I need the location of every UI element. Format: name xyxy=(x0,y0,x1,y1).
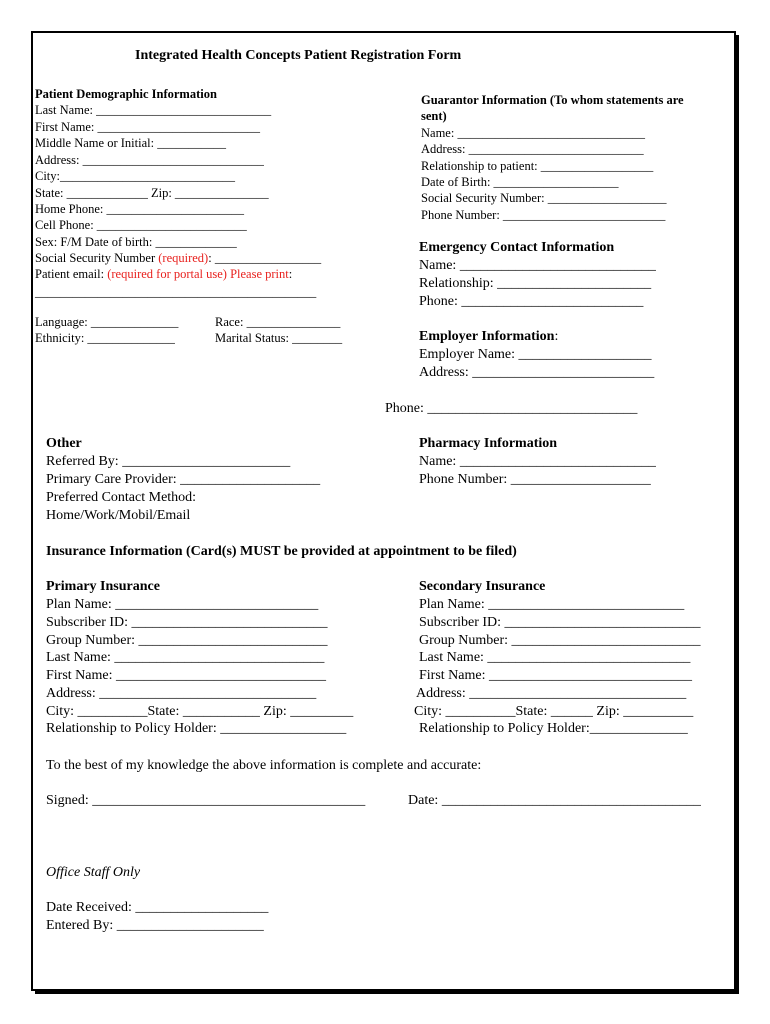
secondary-relationship-field: Relationship to Policy Holder:______________ xyxy=(419,721,688,736)
ssn-label: Social Security Number xyxy=(35,251,159,265)
primary-group-number-field: Group Number: ___________________________ xyxy=(46,633,328,648)
contact-method-options: Home/Work/Mobil/Email xyxy=(46,508,191,523)
email-colon: : xyxy=(288,267,293,281)
primary-address-field: Address: _______________________________ xyxy=(46,686,317,701)
middle-name-field: Middle Name or Initial: ___________ xyxy=(35,136,226,150)
employer-name-field: Employer Name: ___________________ xyxy=(419,347,652,362)
last-name-field: Last Name: ____________________________ xyxy=(35,103,272,117)
primary-relationship-field: Relationship to Policy Holder: __________________ xyxy=(46,721,347,736)
other-heading: Other xyxy=(46,436,82,451)
employer-address-field: Address: __________________________ xyxy=(419,365,655,380)
pcp-field: Primary Care Provider: ____________________ xyxy=(46,472,321,487)
secondary-last-name-field: Last Name: _____________________________ xyxy=(419,650,691,665)
patient-heading: Patient Demographic Information xyxy=(35,87,217,101)
employer-heading xyxy=(419,330,558,344)
first-name-field: First Name: __________________________ xyxy=(35,120,260,134)
employer-heading-label: Employer Information xyxy=(419,329,555,344)
employer-heading-colon: : xyxy=(554,329,559,344)
email-required-note: (required for portal use) Please print xyxy=(107,267,289,281)
pharmacy-phone-field: Phone Number: ____________________ xyxy=(419,472,651,487)
secondary-group-number-field: Group Number: ___________________________ xyxy=(419,633,701,648)
primary-first-name-field: First Name: ______________________________ xyxy=(46,668,326,683)
address-field: Address: _____________________________ xyxy=(35,153,264,167)
emergency-heading: Emergency Contact Information xyxy=(419,240,615,255)
ssn-required-note: (required) xyxy=(158,251,209,265)
guarantor-heading-cont: sent) xyxy=(421,109,447,123)
insurance-heading: Insurance Information (Card(s) MUST be provided at appointment to be filed) xyxy=(46,544,517,559)
pharmacy-name-field: Name: ____________________________ xyxy=(419,454,656,469)
pharmacy-heading: Pharmacy Information xyxy=(419,436,558,451)
guarantor-ssn-field: Social Security Number: ___________________ xyxy=(421,191,667,205)
secondary-first-name-field: First Name: _____________________________ xyxy=(419,668,692,683)
signature-date-field: Date: _____________________________________ xyxy=(408,793,701,808)
guarantor-phone-field: Phone Number: __________________________ xyxy=(421,208,666,222)
emergency-name-field: Name: ____________________________ xyxy=(419,258,656,273)
secondary-subscriber-id-field: Subscriber ID: ____________________________ xyxy=(419,615,701,630)
primary-subscriber-id-field: Subscriber ID: ____________________________ xyxy=(46,615,328,630)
referred-by-field: Referred By: ________________________ xyxy=(46,454,291,469)
attestation-statement: To the best of my knowledge the above information is complete and accurate: xyxy=(46,758,482,773)
race-field: Race: _______________ xyxy=(215,315,341,329)
ethnicity-field: Ethnicity: ______________ xyxy=(35,331,175,345)
office-staff-heading: Office Staff Only xyxy=(46,865,141,880)
entered-by-field: Entered By: _____________________ xyxy=(46,918,264,933)
emergency-phone-field: Phone: __________________________ xyxy=(419,294,644,309)
ssn-line: : _________________ xyxy=(208,251,322,265)
email-field xyxy=(35,268,292,281)
primary-insurance-heading: Primary Insurance xyxy=(46,579,160,594)
cell-phone-field: Cell Phone: ________________________ xyxy=(35,218,247,232)
guarantor-heading: Guarantor Information (To whom statements are xyxy=(421,93,684,107)
date-received-field: Date Received: ___________________ xyxy=(46,900,269,915)
home-phone-field: Home Phone: ______________________ xyxy=(35,202,245,216)
guarantor-dob-field: Date of Birth: ____________________ xyxy=(421,175,619,189)
contact-method-label: Preferred Contact Method: xyxy=(46,490,197,505)
language-field: Language: ______________ xyxy=(35,315,179,329)
primary-plan-name-field: Plan Name: _____________________________ xyxy=(46,597,319,612)
guarantor-relationship-field: Relationship to patient: __________________ xyxy=(421,159,654,173)
primary-city-state-zip-field: City: __________State: ___________ Zip: _________ xyxy=(46,704,354,719)
guarantor-address-field: Address: ____________________________ xyxy=(421,142,644,156)
secondary-insurance-heading: Secondary Insurance xyxy=(419,579,546,594)
email-line: _____________________________________________ xyxy=(35,285,317,299)
sex-dob-field: Sex: F/M Date of birth: _____________ xyxy=(35,235,237,249)
secondary-plan-name-field: Plan Name: ____________________________ xyxy=(419,597,685,612)
form-title: Integrated Health Concepts Patient Registration Form xyxy=(135,48,462,63)
emergency-relationship-field: Relationship: ______________________ xyxy=(419,276,652,291)
city-field: City:____________________________ xyxy=(35,169,236,183)
ssn-field xyxy=(35,252,321,265)
marital-status-field: Marital Status: ________ xyxy=(215,331,343,345)
signature-field: Signed: _______________________________________ xyxy=(46,793,366,808)
secondary-address-field: Address: _______________________________ xyxy=(416,686,687,701)
primary-last-name-field: Last Name: ______________________________ xyxy=(46,650,325,665)
employer-phone-field: Phone: ______________________________ xyxy=(385,401,638,416)
guarantor-name-field: Name: ______________________________ xyxy=(421,126,645,140)
secondary-city-state-zip-field: City: __________State: ______ Zip: __________ xyxy=(414,704,694,719)
state-zip-field: State: _____________ Zip: _______________ xyxy=(35,186,269,200)
email-label: Patient email: xyxy=(35,267,108,281)
